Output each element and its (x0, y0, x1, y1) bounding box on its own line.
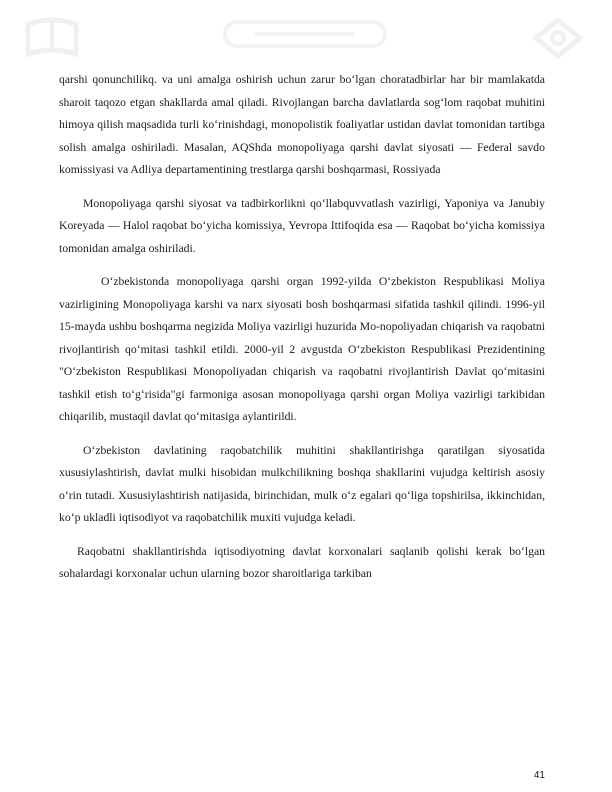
paragraph-1: qarshi qonunchilikq. va uni amalga oshirish uchun zarur bo‘lgan choratadbirlar har bir mamlakatda sharoit taqozo etgan shakllarda amal qiladi. Rivojlangan barcha davlatlarda sog‘lom raqobat muhitini himoya qilish maqsadida turli ko‘rinishdagi, monopolistik foaliyatlar ustidan davlat tomonidan tartibga solish amalga oshiriladi. Masalan, AQShda monopoliyaga qarshi davlat siyosati — Federal savdo komissiyasi va Adliya departamentining trestlarga qarshi boshqarmasi, Rossiyada (59, 73, 545, 176)
watermark-logo-left (22, 14, 82, 62)
paragraph-2: Monopoliyaga qarshi siyosat va tadbirkorlikni qo‘llabquvvatlash vazirligi, Yaponiya va Janubiy Koreyada — Halol raqobat bo‘yicha komissiya, Yevropa Ittifoqida esa — Raqobat bo‘yicha komissiya tomonidan amalga oshiriladi. (59, 196, 545, 255)
body-text (59, 69, 545, 586)
page-number: 41 (533, 770, 545, 781)
paragraph-5: Raqobatni shakllantirishda iqtisodiyotning davlat korxonalari saqlanib qolishi kerak bo‘lgan sohalardagi korxonalar uchun ularning bozor sharoitlariga tarkiban (59, 544, 545, 580)
watermark-logo-center (215, 14, 395, 54)
paragraph-4: O‘zbekiston davlatining raqobatchilik muhitini shakllantirishga qaratilgan siyosatida xususiylashtirish, davlat mulki hisobidan mulkchilikning boshqa shakllarini vujudga keltirish asosiy o‘rin tutadi. Xususiylashtirish natijasida, birinchidan, mulk o‘z egalari qo‘liga topshirilsa, ikkinchidan, ko‘p ukladli iqtisodiyot va raqobatchilik muxiti vujudga keladi. (59, 443, 545, 524)
watermark-logo-right (528, 14, 588, 62)
paragraph-3: O‘zbekistonda monopoliyaga qarshi organ 1992-yilda O‘zbekiston Respublikasi Moliya vazirligining Monopoliyaga karshi va narx siyosati bosh boshqarmasi sifatida tashkil qilindi. 1996-yil 15-mayda ushbu boshqarma negizida Moliya vazirligi huzurida Mo-nopoliyadan chiqarish va raqobatni rivojlantirish qo‘mitasi tashkil etildi. 2000-yil 2 avgustda O‘zbekiston Respublikasi Prezidentining "O‘zbekiston Respublikasi Monopoliyadan chiqarish va raqobatni rivojlantirish Davlat qo‘mitasini tashkil etish to‘g‘risida"gi farmoniga asosan monopoliyaga qarshi organ Moliya vazirligi tarkibidan chiqarilib, mustaqil davlat qo‘mitasiga aylantirildi. (59, 275, 545, 423)
